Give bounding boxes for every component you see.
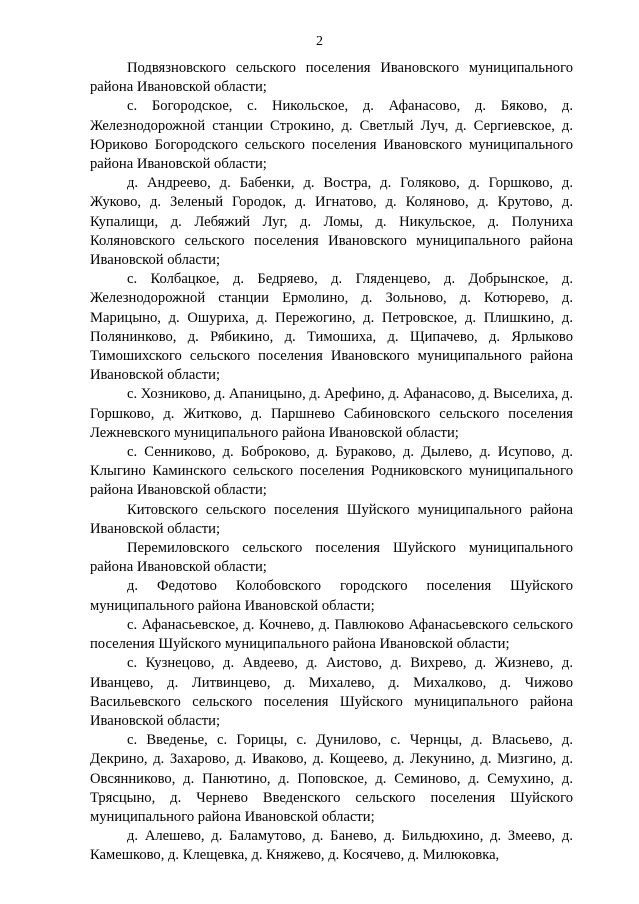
paragraph: Перемиловского сельского поселения Шуйского муниципального района Ивановской области; bbox=[90, 540, 573, 576]
paragraph: с. Сенниково, д. Боброково, д. Бураково, д. Дылево, д. Исупово, д. Клыгино Каминского сельского поселения Родниковского муниципального района Ивановской области; bbox=[90, 444, 573, 499]
paragraph: с. Богородское, с. Никольское, д. Афанасово, д. Бяково, д. Железнодорожной станции Строкино, д. Светлый Луч, д. Сергиевское, д. Юриково Богородского сельского поселения Ивановского муниципального района Ивановской области; bbox=[90, 98, 573, 173]
document-body bbox=[90, 59, 573, 866]
page-number: 2 bbox=[316, 34, 323, 49]
paragraph: Китовского сельского поселения Шуйского муниципального района Ивановской области; bbox=[90, 501, 573, 537]
paragraph: с. Хозниково, д. Апаницыно, д. Арефино, д. Афанасово, д. Выселиха, д. Горшково, д. Житково, д. Паршнево Сабиновского сельского поселения Лежневского муниципального района Ивановской области; bbox=[90, 386, 573, 441]
paragraph: д. Алешево, д. Баламутово, д. Банево, д. Бильдюхино, д. Змеево, д. Камешково, д. Клещевка, д. Княжево, д. Косячево, д. Милюковка, bbox=[90, 828, 573, 864]
paragraph: с. Введенье, с. Горицы, с. Дунилово, с. Чернцы, д. Власьево, д. Декрино, д. Захарово, д. Иваково, д. Кощеево, д. Лекунино, д. Мизгино, д. Овсянниково, д. Панютино, д. Поповское, д. Семиново, д. Семухино, д. Трясцыно, д. Чернево Введенского сельского поселения Шуйского муниципального района Ивановской области; bbox=[90, 732, 573, 825]
paragraph: Подвязновского сельского поселения Ивановского муниципального района Ивановской области; bbox=[90, 60, 573, 96]
paragraph: с. Колбацкое, д. Бедряево, д. Гляденцево, д. Добрынское, д. Железнодорожной станции Ермолино, д. Зольново, д. Котюрево, д. Марицыно, д. Ошуриха, д. Пережогино, д. Петровское, д. Плишкино, д. Полянинково, д. Рябикинo, д. Тимошиха, д. Щипачево, д. Ярлыково Тимошихского сельского поселения Ивановского муниципального района Ивановской области; bbox=[90, 271, 573, 384]
paragraph: с. Афанасьевское, д. Кочнево, д. Павлюково Афанасьевского сельского поселения Шуйского муниципального района Ивановской области; bbox=[90, 616, 573, 653]
paragraph: д. Андреево, д. Бабенки, д. Востра, д. Голяково, д. Горшково, д. Жуково, д. Зеленый Городок, д. Игнатово, д. Коляново, д. Крутово, д. Купалищи, д. Лебяжий Луг, д. Ломы, д. Никульское, д. Полуниха Коляновского сельского поселения Ивановского муниципального района Ивановской области; bbox=[90, 175, 573, 269]
paragraph: д. Федотово Колобовского городского поселения Шуйского муниципального района Ивановской области; bbox=[90, 578, 573, 614]
paragraph: с. Кузнецово, д. Авдеево, д. Аистово, д. Вихрево, д. Жизнево, д. Иванцево, д. Литвинцево, д. Михалево, д. Михалково, д. Чижово Васильевского сельского поселения Шуйского муниципального района Ивановской области; bbox=[90, 655, 573, 729]
